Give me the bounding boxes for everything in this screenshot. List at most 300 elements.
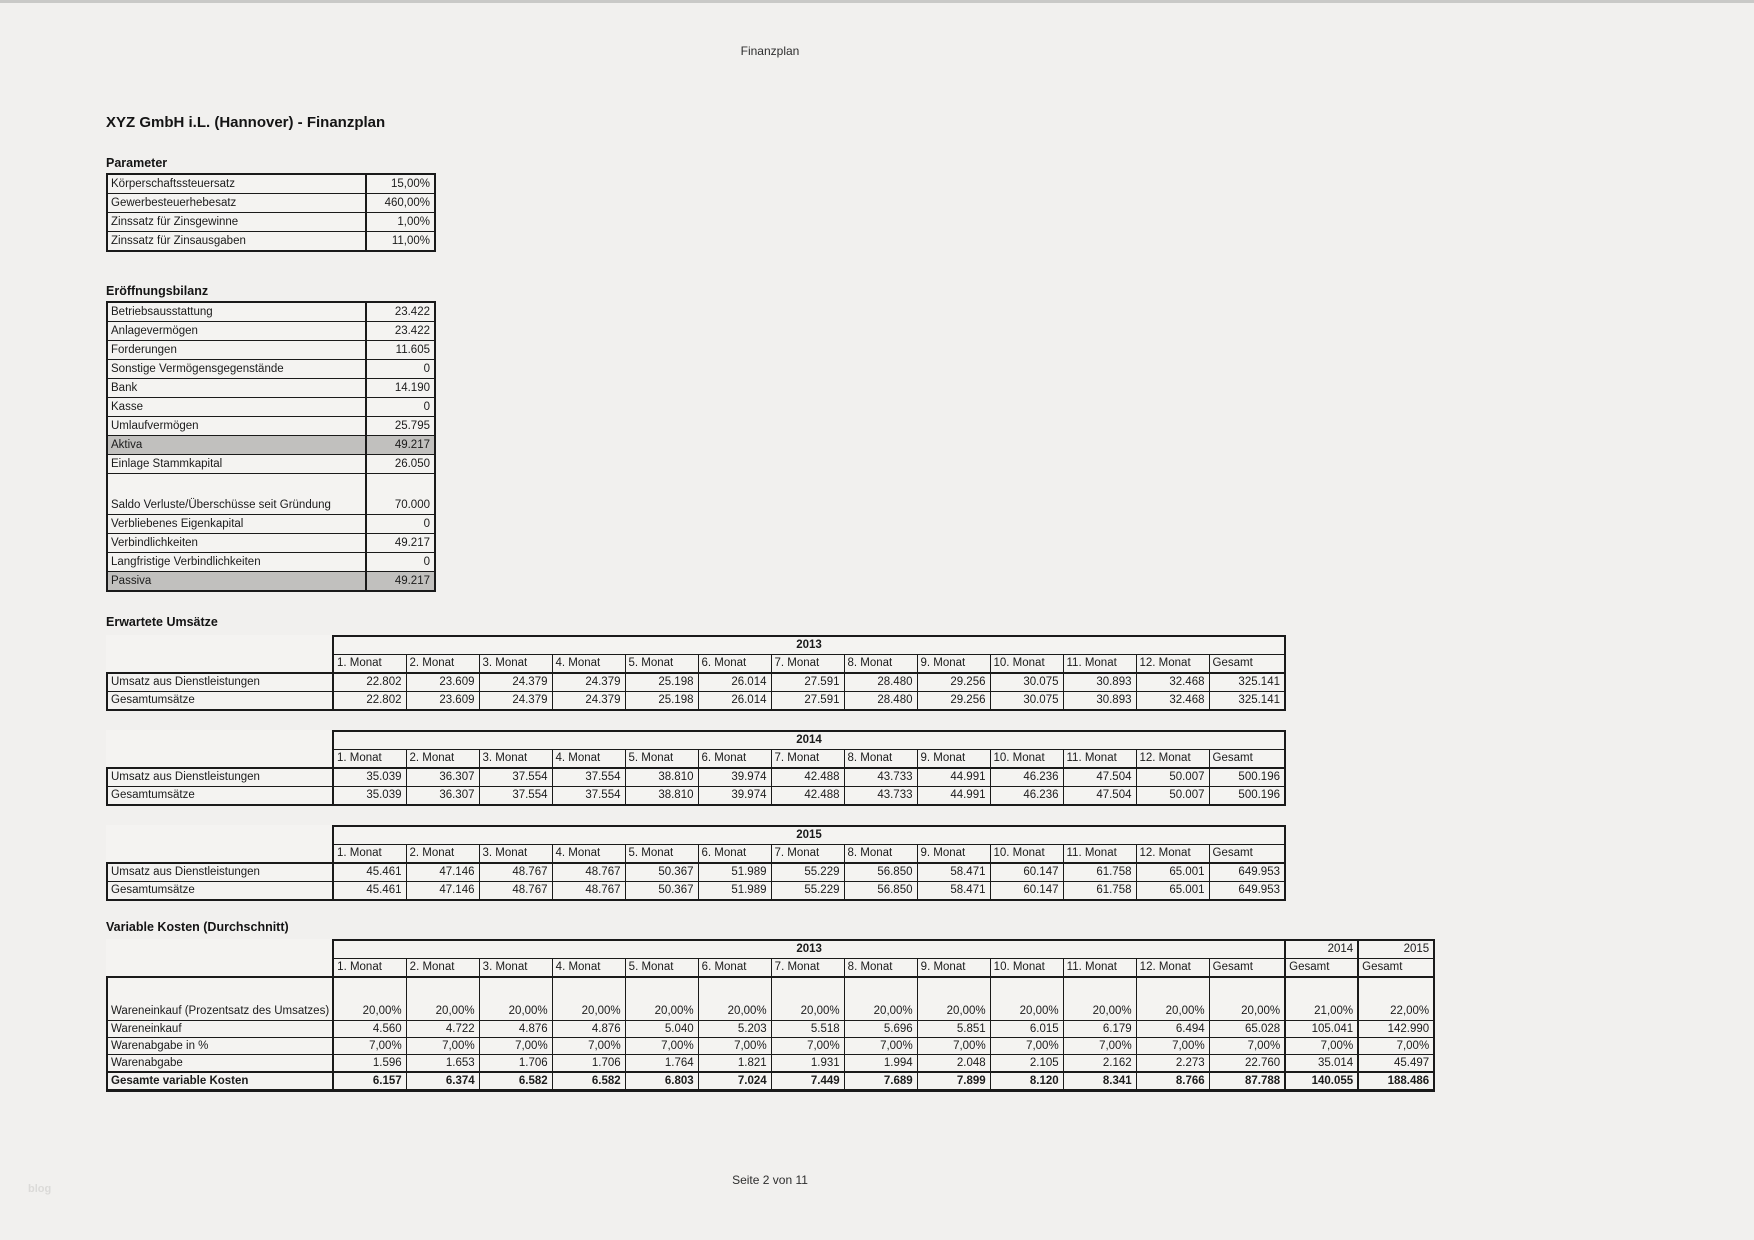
umsatz-table-2013: [106, 635, 1286, 711]
month-header: 12. Monat: [1136, 655, 1209, 674]
month-header: 10. Monat: [990, 750, 1063, 769]
year-banner: 2015: [1358, 940, 1434, 959]
row-label: Umsatz aus Dienstleistungen: [107, 863, 333, 882]
value-cell: 500.196: [1209, 768, 1285, 787]
value-cell: 50.007: [1136, 787, 1209, 806]
month-header: 6. Monat: [698, 750, 771, 769]
month-header: 9. Monat: [917, 959, 990, 978]
year-banner: 2014: [1285, 940, 1358, 959]
value-cell: 56.850: [844, 863, 917, 882]
row-label: Passiva: [107, 572, 366, 592]
value-cell: 42.488: [771, 768, 844, 787]
table-row: [107, 379, 435, 398]
row-value: 15,00%: [366, 174, 435, 194]
spacer-cell: [107, 826, 333, 845]
month-header: Gesamt: [1358, 959, 1434, 978]
row-label: Verbindlichkeiten: [107, 534, 366, 553]
value-cell: 37.554: [552, 787, 625, 806]
value-cell: 7.689: [844, 1072, 917, 1091]
value-cell: 7,00%: [333, 1038, 406, 1055]
table-row: [107, 655, 1285, 674]
parameter-heading: Parameter: [106, 156, 168, 170]
value-cell: 4.876: [552, 1021, 625, 1038]
row-label: Bank: [107, 379, 366, 398]
value-cell: 4.560: [333, 1021, 406, 1038]
month-header: 4. Monat: [552, 750, 625, 769]
spacer-cell: [107, 959, 333, 978]
value-cell: 6.015: [990, 1021, 1063, 1038]
month-header: 3. Monat: [479, 959, 552, 978]
value-cell: 38.810: [625, 768, 698, 787]
row-label: Gesamtumsätze: [107, 692, 333, 711]
value-cell: 20,00%: [552, 977, 625, 1021]
table-row: [107, 787, 1285, 806]
value-cell: 5.040: [625, 1021, 698, 1038]
month-header: 4. Monat: [552, 959, 625, 978]
value-cell: 32.468: [1136, 692, 1209, 711]
row-value: 11.605: [366, 341, 435, 360]
row-value: 0: [366, 553, 435, 572]
value-cell: 649.953: [1209, 863, 1285, 882]
month-header: 11. Monat: [1063, 750, 1136, 769]
value-cell: 7,00%: [698, 1038, 771, 1055]
table-row: [107, 750, 1285, 769]
month-header: 7. Monat: [771, 655, 844, 674]
table-row: [107, 553, 435, 572]
table-row: [107, 1021, 1434, 1038]
umsatz-grid-2013: [106, 635, 1286, 711]
row-label: Gesamte variable Kosten: [107, 1072, 333, 1091]
value-cell: 50.007: [1136, 768, 1209, 787]
row-value: 0: [366, 398, 435, 417]
month-header: 8. Monat: [844, 959, 917, 978]
eroeffnungsbilanz-grid: [106, 301, 436, 592]
row-label: Betriebsausstattung: [107, 302, 366, 322]
month-header: 11. Monat: [1063, 959, 1136, 978]
row-label: Gesamtumsätze: [107, 882, 333, 901]
value-cell: 20,00%: [698, 977, 771, 1021]
value-cell: 30.893: [1063, 673, 1136, 692]
year-banner: 2014: [333, 731, 1285, 750]
value-cell: 4.876: [479, 1021, 552, 1038]
table-row: [107, 572, 435, 592]
row-label: Warenabgabe in %: [107, 1038, 333, 1055]
spacer-cell: [107, 940, 333, 959]
value-cell: 48.767: [479, 863, 552, 882]
eroeffnungsbilanz-heading: Eröffnungsbilanz: [106, 284, 209, 298]
table-row: [107, 534, 435, 553]
value-cell: 142.990: [1358, 1021, 1434, 1038]
umsatz-table-2014: [106, 730, 1286, 806]
value-cell: 20,00%: [479, 977, 552, 1021]
spacer-cell: [107, 750, 333, 769]
value-cell: 6.803: [625, 1072, 698, 1091]
value-cell: 2.273: [1136, 1055, 1209, 1073]
value-cell: 25.198: [625, 673, 698, 692]
umsatz-grid-2015: [106, 825, 1286, 901]
value-cell: 61.758: [1063, 882, 1136, 901]
table-row: [107, 940, 1434, 959]
table-row: [107, 174, 435, 194]
month-header: 7. Monat: [771, 959, 844, 978]
month-header: 3. Monat: [479, 845, 552, 864]
month-header: 5. Monat: [625, 845, 698, 864]
value-cell: 1.653: [406, 1055, 479, 1073]
month-header: 1. Monat: [333, 655, 406, 674]
value-cell: 2.162: [1063, 1055, 1136, 1073]
table-row: [107, 302, 435, 322]
value-cell: 21,00%: [1285, 977, 1358, 1021]
row-value: 23.422: [366, 322, 435, 341]
eroeffnungsbilanz-table: [106, 301, 436, 592]
month-header: 7. Monat: [771, 750, 844, 769]
row-value: 0: [366, 515, 435, 534]
value-cell: 25.198: [625, 692, 698, 711]
umsatz-table-2015: [106, 825, 1286, 901]
spacer-cell: [107, 731, 333, 750]
row-value: 70.000: [366, 474, 435, 515]
value-cell: 61.758: [1063, 863, 1136, 882]
month-header: 8. Monat: [844, 845, 917, 864]
month-header: 9. Monat: [917, 750, 990, 769]
month-header: 6. Monat: [698, 959, 771, 978]
row-value: 25.795: [366, 417, 435, 436]
table-row: [107, 845, 1285, 864]
table-row: [107, 863, 1285, 882]
value-cell: 44.991: [917, 768, 990, 787]
spacer-cell: [107, 655, 333, 674]
month-header: Gesamt: [1209, 750, 1285, 769]
value-cell: 26.014: [698, 673, 771, 692]
value-cell: 43.733: [844, 768, 917, 787]
value-cell: 500.196: [1209, 787, 1285, 806]
table-row: [107, 360, 435, 379]
value-cell: 43.733: [844, 787, 917, 806]
value-cell: 22,00%: [1358, 977, 1434, 1021]
value-cell: 29.256: [917, 673, 990, 692]
month-header: Gesamt: [1209, 845, 1285, 864]
value-cell: 87.788: [1209, 1072, 1285, 1091]
month-header: 1. Monat: [333, 750, 406, 769]
value-cell: 45.461: [333, 863, 406, 882]
month-header: 10. Monat: [990, 959, 1063, 978]
value-cell: 35.039: [333, 787, 406, 806]
value-cell: 6.582: [552, 1072, 625, 1091]
row-label: Umlaufvermögen: [107, 417, 366, 436]
value-cell: 36.307: [406, 787, 479, 806]
value-cell: 36.307: [406, 768, 479, 787]
value-cell: 46.236: [990, 768, 1063, 787]
value-cell: 24.379: [479, 692, 552, 711]
value-cell: 46.236: [990, 787, 1063, 806]
value-cell: 51.989: [698, 863, 771, 882]
value-cell: 7,00%: [990, 1038, 1063, 1055]
month-header: 1. Monat: [333, 845, 406, 864]
value-cell: 7,00%: [479, 1038, 552, 1055]
document-title: XYZ GmbH i.L. (Hannover) - Finanzplan: [106, 114, 386, 131]
row-value: 0: [366, 360, 435, 379]
table-row: [107, 692, 1285, 711]
value-cell: 6.179: [1063, 1021, 1136, 1038]
month-header: 7. Monat: [771, 845, 844, 864]
month-header: 11. Monat: [1063, 655, 1136, 674]
value-cell: 1.706: [479, 1055, 552, 1073]
row-label: Zinssatz für Zinsausgaben: [107, 232, 366, 252]
value-cell: 29.256: [917, 692, 990, 711]
value-cell: 5.518: [771, 1021, 844, 1038]
value-cell: 39.974: [698, 787, 771, 806]
value-cell: 105.041: [1285, 1021, 1358, 1038]
value-cell: 6.157: [333, 1072, 406, 1091]
value-cell: 38.810: [625, 787, 698, 806]
value-cell: 47.146: [406, 863, 479, 882]
value-cell: 7,00%: [1209, 1038, 1285, 1055]
table-row: [107, 959, 1434, 978]
variable-kosten-heading: Variable Kosten (Durchschnitt): [106, 920, 289, 934]
row-value: 26.050: [366, 455, 435, 474]
value-cell: 65.001: [1136, 863, 1209, 882]
table-row: [107, 398, 435, 417]
year-banner: 2013: [333, 636, 1285, 655]
table-row: [107, 882, 1285, 901]
value-cell: 37.554: [479, 787, 552, 806]
row-value: 460,00%: [366, 194, 435, 213]
page-top-edge: [0, 0, 1754, 3]
row-label: Gewerbesteuerhebesatz: [107, 194, 366, 213]
value-cell: 42.488: [771, 787, 844, 806]
value-cell: 60.147: [990, 882, 1063, 901]
month-header: 9. Monat: [917, 655, 990, 674]
month-header: Gesamt: [1285, 959, 1358, 978]
value-cell: 37.554: [479, 768, 552, 787]
value-cell: 4.722: [406, 1021, 479, 1038]
value-cell: 140.055: [1285, 1072, 1358, 1091]
value-cell: 27.591: [771, 692, 844, 711]
value-cell: 6.374: [406, 1072, 479, 1091]
value-cell: 26.014: [698, 692, 771, 711]
value-cell: 7,00%: [552, 1038, 625, 1055]
parameter-grid: [106, 173, 436, 252]
month-header: 4. Monat: [552, 655, 625, 674]
parameter-table: [106, 173, 436, 252]
value-cell: 58.471: [917, 863, 990, 882]
table-row: [107, 673, 1285, 692]
month-header: 3. Monat: [479, 655, 552, 674]
value-cell: 37.554: [552, 768, 625, 787]
row-label: Forderungen: [107, 341, 366, 360]
value-cell: 8.341: [1063, 1072, 1136, 1091]
value-cell: 1.931: [771, 1055, 844, 1073]
value-cell: 24.379: [552, 673, 625, 692]
table-row: [107, 213, 435, 232]
month-header: 5. Monat: [625, 959, 698, 978]
value-cell: 32.468: [1136, 673, 1209, 692]
value-cell: 55.229: [771, 882, 844, 901]
month-header: 1. Monat: [333, 959, 406, 978]
value-cell: 7,00%: [1358, 1038, 1434, 1055]
month-header: 9. Monat: [917, 845, 990, 864]
table-row: [107, 194, 435, 213]
value-cell: 55.229: [771, 863, 844, 882]
value-cell: 7,00%: [771, 1038, 844, 1055]
month-header: 8. Monat: [844, 750, 917, 769]
month-header: 2. Monat: [406, 845, 479, 864]
row-label: Saldo Verluste/Überschüsse seit Gründung: [107, 474, 366, 515]
row-label: Wareneinkauf (Prozentsatz des Umsatzes): [107, 977, 333, 1021]
value-cell: 7,00%: [1063, 1038, 1136, 1055]
value-cell: 65.028: [1209, 1021, 1285, 1038]
value-cell: 47.504: [1063, 768, 1136, 787]
value-cell: 48.767: [479, 882, 552, 901]
row-label: Kasse: [107, 398, 366, 417]
value-cell: 24.379: [552, 692, 625, 711]
value-cell: 8.766: [1136, 1072, 1209, 1091]
month-header: 5. Monat: [625, 655, 698, 674]
value-cell: 5.203: [698, 1021, 771, 1038]
value-cell: 7.449: [771, 1072, 844, 1091]
row-value: 23.422: [366, 302, 435, 322]
value-cell: 50.367: [625, 882, 698, 901]
row-label: Wareneinkauf: [107, 1021, 333, 1038]
page-footer: Seite 2 von 11: [732, 1173, 808, 1187]
value-cell: 23.609: [406, 673, 479, 692]
value-cell: 20,00%: [844, 977, 917, 1021]
umsatz-grid-2014: [106, 730, 1286, 806]
value-cell: 7.024: [698, 1072, 771, 1091]
value-cell: 2.048: [917, 1055, 990, 1073]
value-cell: 20,00%: [990, 977, 1063, 1021]
month-header: Gesamt: [1209, 655, 1285, 674]
month-header: 5. Monat: [625, 750, 698, 769]
value-cell: 2.105: [990, 1055, 1063, 1073]
row-label: Umsatz aus Dienstleistungen: [107, 768, 333, 787]
month-header: 6. Monat: [698, 845, 771, 864]
value-cell: 28.480: [844, 692, 917, 711]
value-cell: 20,00%: [625, 977, 698, 1021]
row-label: Anlagevermögen: [107, 322, 366, 341]
table-row: [107, 1038, 1434, 1055]
month-header: 2. Monat: [406, 959, 479, 978]
value-cell: 7,00%: [1136, 1038, 1209, 1055]
value-cell: 649.953: [1209, 882, 1285, 901]
value-cell: 30.075: [990, 673, 1063, 692]
row-label: Aktiva: [107, 436, 366, 455]
table-row: [107, 768, 1285, 787]
value-cell: 7,00%: [625, 1038, 698, 1055]
value-cell: 7,00%: [917, 1038, 990, 1055]
value-cell: 48.767: [552, 882, 625, 901]
table-row: [107, 417, 435, 436]
month-header: 3. Monat: [479, 750, 552, 769]
value-cell: 20,00%: [1136, 977, 1209, 1021]
month-header: 12. Monat: [1136, 959, 1209, 978]
row-label: Warenabgabe: [107, 1055, 333, 1073]
value-cell: 22.760: [1209, 1055, 1285, 1073]
variable-kosten-grid: [106, 939, 1435, 1092]
row-value: 49.217: [366, 436, 435, 455]
row-value: 14.190: [366, 379, 435, 398]
table-row: [107, 731, 1285, 750]
table-row: [107, 1055, 1434, 1073]
value-cell: 1.764: [625, 1055, 698, 1073]
table-row: [107, 474, 435, 515]
value-cell: 20,00%: [917, 977, 990, 1021]
value-cell: 50.367: [625, 863, 698, 882]
value-cell: 22.802: [333, 692, 406, 711]
value-cell: 1.994: [844, 1055, 917, 1073]
value-cell: 6.494: [1136, 1021, 1209, 1038]
erwartete-umsaetze-heading: Erwartete Umsätze: [106, 615, 218, 629]
value-cell: 47.504: [1063, 787, 1136, 806]
value-cell: 20,00%: [1209, 977, 1285, 1021]
value-cell: 7,00%: [1285, 1038, 1358, 1055]
value-cell: 47.146: [406, 882, 479, 901]
month-header: 10. Monat: [990, 655, 1063, 674]
value-cell: 7,00%: [406, 1038, 479, 1055]
value-cell: 1.821: [698, 1055, 771, 1073]
month-header: 12. Monat: [1136, 750, 1209, 769]
row-label: Langfristige Verbindlichkeiten: [107, 553, 366, 572]
value-cell: 6.582: [479, 1072, 552, 1091]
row-value: 49.217: [366, 572, 435, 592]
value-cell: 22.802: [333, 673, 406, 692]
table-row: [107, 977, 1434, 1021]
page-header-title: Finanzplan: [740, 44, 800, 58]
value-cell: 27.591: [771, 673, 844, 692]
row-label: Körperschaftssteuersatz: [107, 174, 366, 194]
value-cell: 23.609: [406, 692, 479, 711]
value-cell: 20,00%: [771, 977, 844, 1021]
value-cell: 325.141: [1209, 692, 1285, 711]
month-header: 4. Monat: [552, 845, 625, 864]
value-cell: 5.696: [844, 1021, 917, 1038]
value-cell: 58.471: [917, 882, 990, 901]
month-header: 12. Monat: [1136, 845, 1209, 864]
month-header: 2. Monat: [406, 655, 479, 674]
spacer-cell: [107, 636, 333, 655]
month-header: Gesamt: [1209, 959, 1285, 978]
variable-kosten-table: [106, 939, 1435, 1092]
value-cell: 65.001: [1136, 882, 1209, 901]
value-cell: 20,00%: [406, 977, 479, 1021]
value-cell: 30.893: [1063, 692, 1136, 711]
table-row: [107, 636, 1285, 655]
table-row: [107, 1072, 1434, 1091]
value-cell: 51.989: [698, 882, 771, 901]
month-header: 10. Monat: [990, 845, 1063, 864]
value-cell: 7,00%: [844, 1038, 917, 1055]
watermark: blog: [28, 1183, 52, 1195]
table-row: [107, 436, 435, 455]
value-cell: 325.141: [1209, 673, 1285, 692]
value-cell: 28.480: [844, 673, 917, 692]
value-cell: 20,00%: [333, 977, 406, 1021]
value-cell: 188.486: [1358, 1072, 1434, 1091]
month-header: 6. Monat: [698, 655, 771, 674]
year-banner: 2015: [333, 826, 1285, 845]
value-cell: 35.039: [333, 768, 406, 787]
value-cell: 45.497: [1358, 1055, 1434, 1073]
year-banner: 2013: [333, 940, 1285, 959]
value-cell: 48.767: [552, 863, 625, 882]
row-label: Einlage Stammkapital: [107, 455, 366, 474]
table-row: [107, 232, 435, 252]
table-row: [107, 341, 435, 360]
row-value: 49.217: [366, 534, 435, 553]
table-row: [107, 515, 435, 534]
value-cell: 1.706: [552, 1055, 625, 1073]
row-label: Verbliebenes Eigenkapital: [107, 515, 366, 534]
